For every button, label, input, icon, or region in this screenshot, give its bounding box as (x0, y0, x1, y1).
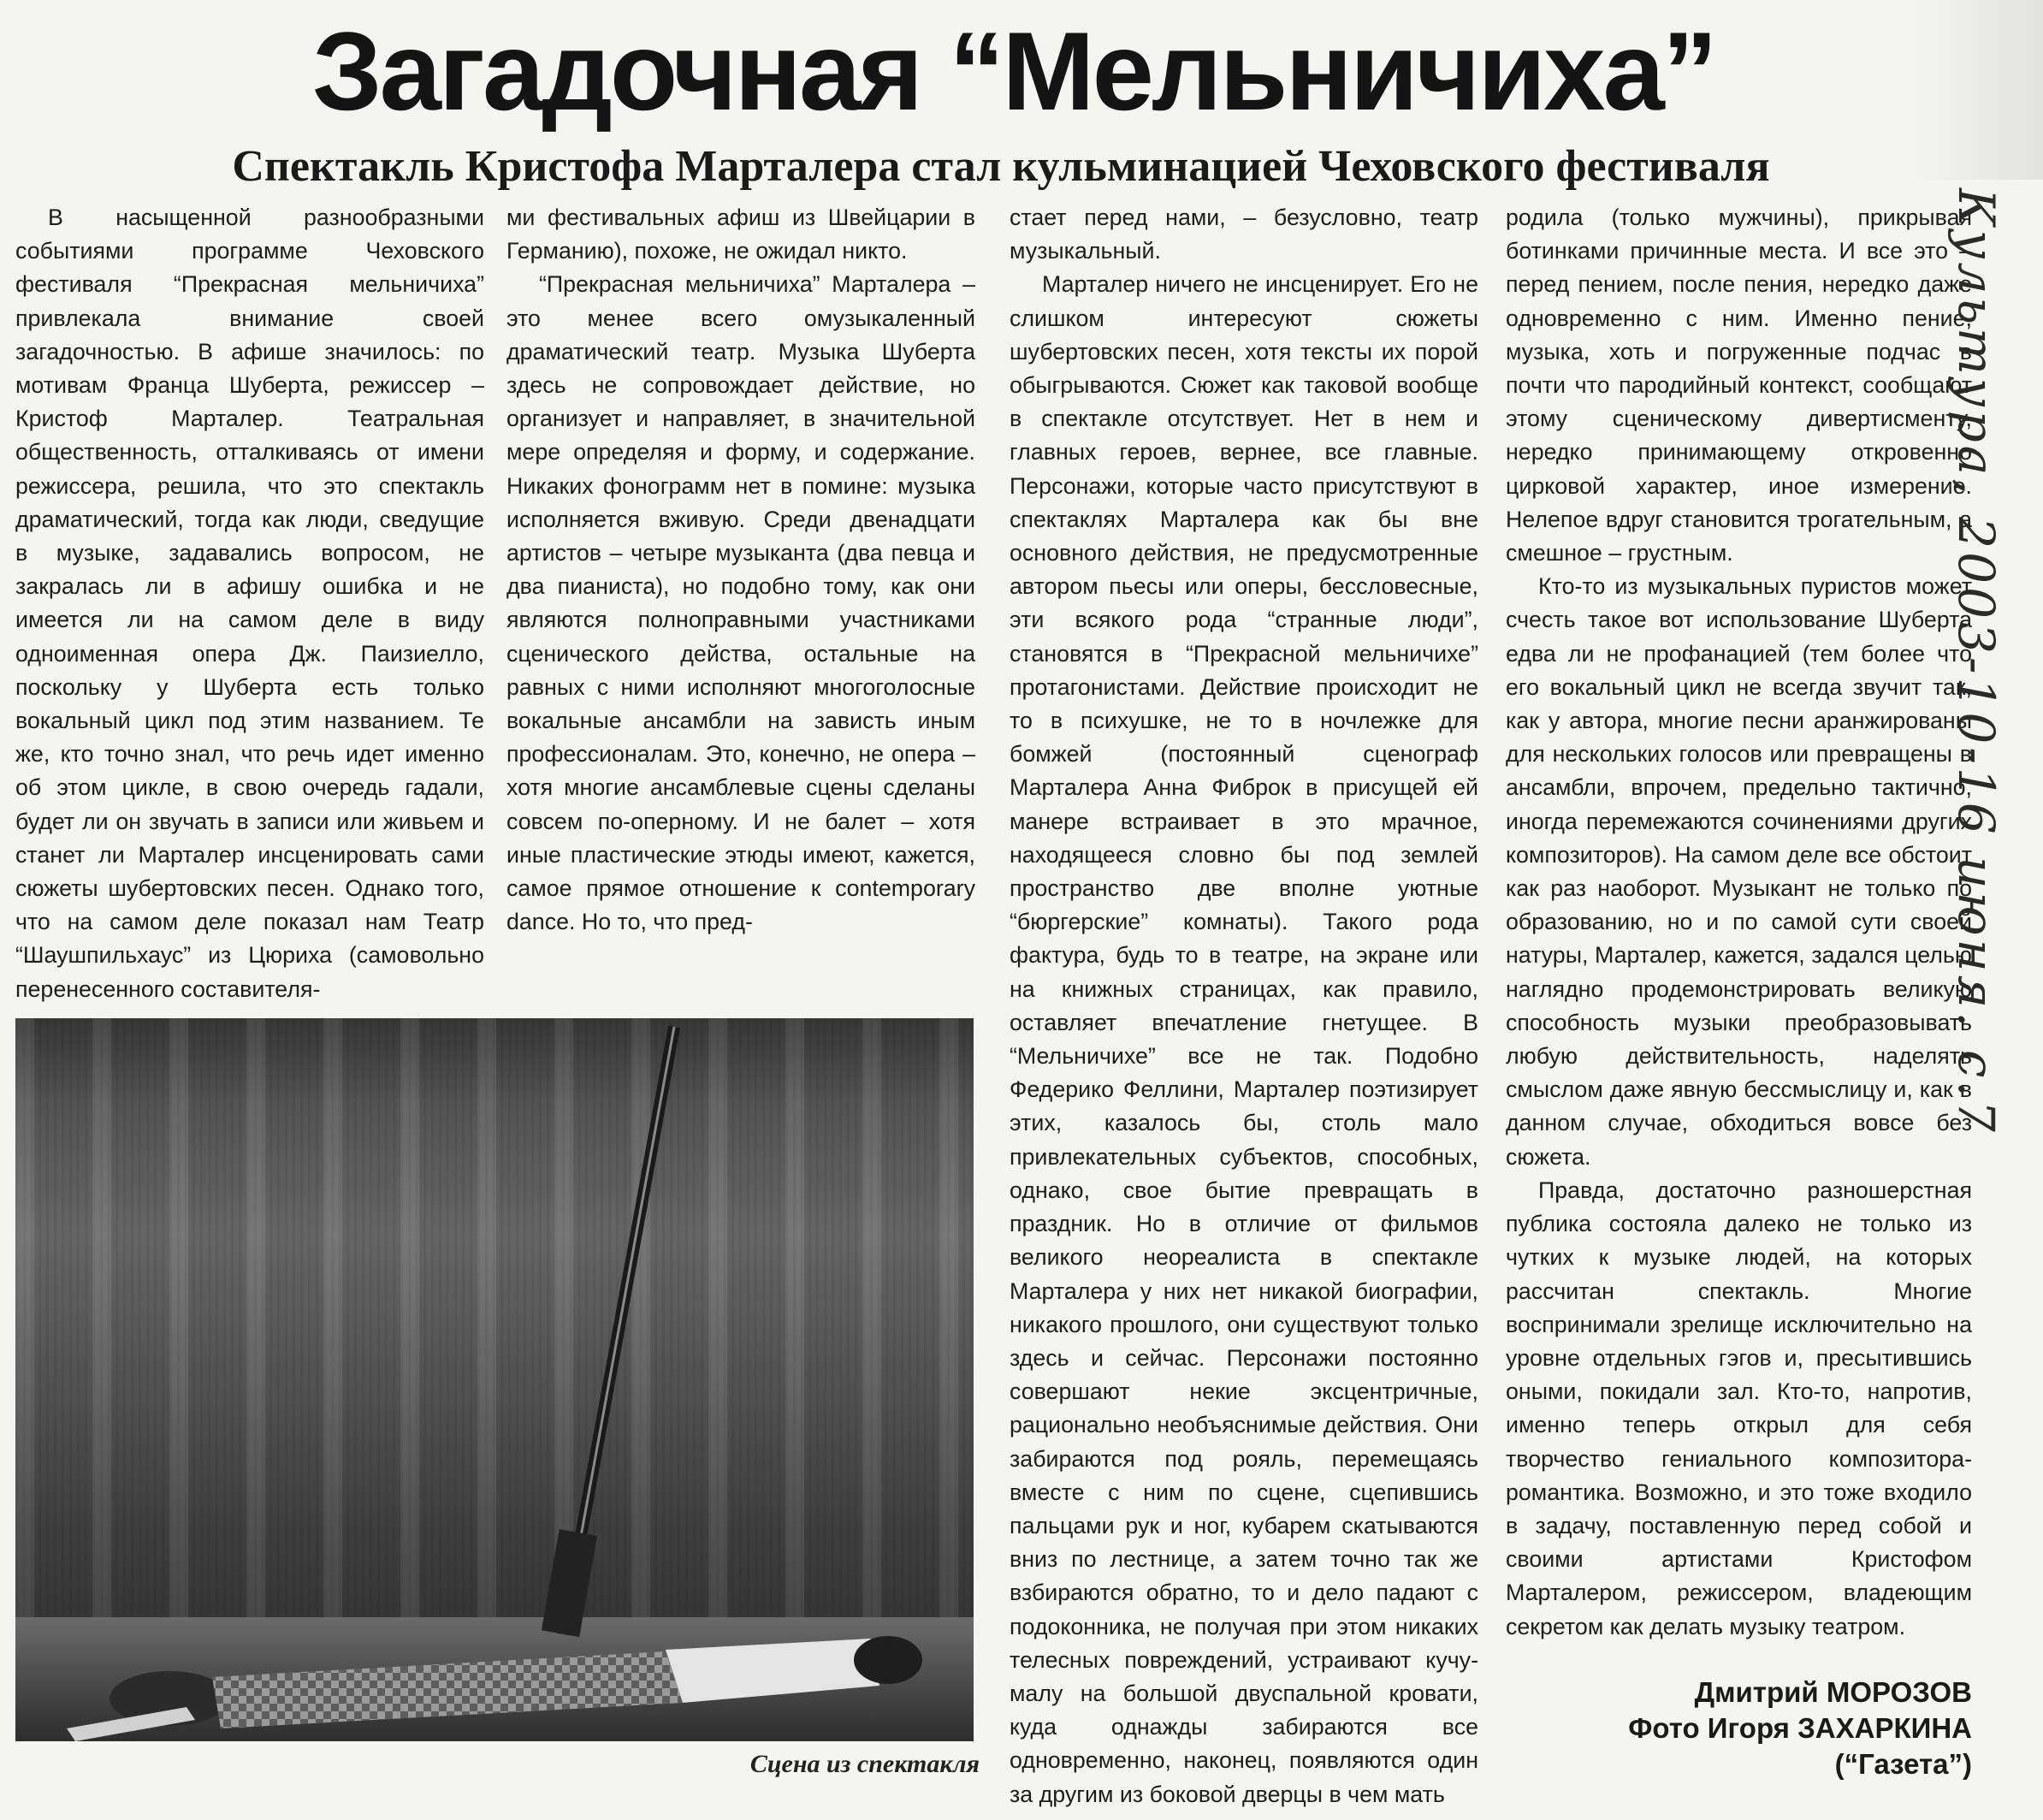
byline (1506, 1675, 1972, 1803)
paragraph: ми фестивальных афиш из Швейцарии в Германию), похоже, не ожидал никто. (506, 205, 975, 264)
paragraph: “Прекрасная мельничиха” Марталера – это менее всего омузыкаленный драматический театр. Музыка Шуберта здесь не сопровождает действие, но организует и направляет, в значительной мере определяя и форму, и содержание. Никаких фонограмм нет в помине: музыка исполняется вживую. Среди двенадцати артистов – четыре музыканта (два певца и два пианиста), но подобно тому, как они являются полноправными участниками сценического действа, остальные на равных с ними исполняют многоголосные вокальные ансамбли на зависть иным профессионалам. Это, конечно, не опера – хотя многие ансамблевые сцены сделаны совсем по-оперному. И не балет – хотя иные пластические этюды имеют, кажется, самое прямое отношение к contemporary dance. Но то, что пред- (506, 271, 975, 935)
paragraph: родила (только мужчины), прикрывая ботинками причинные места. И все это – перед пением, после пения, нередко даже одновременно с ним. Именно пение, музыка, хоть и погруженные подчас в почти что пародийный контекст, сообщают этому сценическому дивертисменту, нередко принимающему откровенно цирковой характер, иное измерение. Нелепое вдруг становится трогательным, а смешное – грустным. (1506, 205, 1972, 566)
paragraph: Марталер ничего не инсценирует. Его не слишком интересуют сюжеты шубертовских песен, хотя тексты их порой обыгрываются. Сюжет как таковой вообще в спектакле отсутствует. Нет в нем и главных героев, вернее, все главные. Персонажи, которые часто присутствуют в спектаклях Марталера как бы вне основного действия, не предусмотренные автором пьесы или оперы, бессловесные, эти всякого рода “странные люди”, становятся в “Прекрасной мельничихе” протагонистами. Действие происходит не то в психушке, не то в ночлежке для бомжей (постоянный сценограф Марталера Анна Фиброк в присущей ей манере встраивает в это мрачное, находящееся словно бы под землей пространство две вполне уютные “бюргерские” комнаты). Такого рода фактура, будь то в театре, на экране или на книжных страницах, как правило, оставляет впечатление гнетущее. В “Мельничихе” все не так. Подобно Федерико Феллини, Марталер поэтизирует этих, казалось бы, столь мало привлекательных субъектов, способных, однако, свое бытие превращать в праздник. Но в отличие от фильмов великого неореалиста в спектакле Марталера у них нет никакой биографии, никакого прошлого, они существуют только здесь и сейчас. Персонажи постоянно совершают некие эксцентричные, рационально необъяснимые действия. Они забираются под рояль, перемещаясь вместе с ним по сцене, сцепившись пальцами рук и ног, кубарем скатываются вниз по лестнице, а затем точно так же взбираются обратно, то и дело падают с подоконника, не получая при этом никаких телесных повреждений, устраивают кучу-малу на большой двуспальной кровати, куда однажды забираются все одновременно, наконец, появляются один за другим из боковой дверцы в чем мать (1010, 271, 1478, 1807)
handwritten-note-text: Культура, 2003-10-16 июня. с.7 (1947, 188, 2005, 1135)
headline: Загадочная “Мельничиха” (312, 9, 1715, 133)
subheadline: Спектакль Кристофа Марталера стал кульминацией Чеховского фестиваля (232, 142, 1770, 191)
article-column-3 (1010, 201, 1478, 1807)
photo-credit: Фото Игоря ЗАХАРКИНА (1628, 1712, 1972, 1744)
paragraph: Правда, достаточно разношерстная публика состояла далеко не только из чутких к музыке людей, на которых рассчитан спектакль. Многие воспринимали зрелище исключительно на уровне отдельных гэгов и, пресытившись оными, покидали зал. Кто-то, напротив, именно теперь открыл для себя творчество гениального композитора-романтика. Возможно, и это тоже входило в задачу, поставленную перед собой и своими артистами Кристофом Марталером, режиссером, владеющим секретом как делать музыку театром. (1506, 1177, 1972, 1639)
photo-scene-figure (15, 1018, 974, 1741)
article-column-2 (506, 201, 975, 1011)
scan-edge-shadow (1908, 0, 2043, 180)
paragraph: В насыщенной разнообразными событиями программе Чеховского фестиваля “Прекрасная мельничиха” привлекала внимание своей загадочностью. В афише значилось: по мотивам Франца Шуберта, режиссер – Кристоф Марталер. Театральная общественность, отталкиваясь от имени режиссера, решила, что это спектакль драматический, тогда как люди, сведущие в музыке, задавались вопросом, не закралась ли в афишу ошибка и не имеется ли на самом деле в виду одноименная опера Дж. Паизиелло, поскольку у Шуберта есть только вокальный цикл под этим названием. Те же, кто точно знал, что речь идет именно об этом цикле, в свою очередь гадали, будет ли он звучать в записи или живьем и станет ли Марталер инсценировать сами сюжеты шубертовских песен. Однако того, что на самом деле показал нам Театр “Шаушпильхаус” из Цюриха (самовольно перенесенного составителя- (15, 205, 484, 1002)
article-column-4 (1506, 201, 1972, 1664)
handwritten-note (1947, 188, 2036, 1694)
paragraph: стает перед нами, – безусловно, театр музыкальный. (1010, 205, 1478, 264)
stage-photo (15, 1018, 974, 1741)
photo-caption: Сцена из спектакля (749, 1750, 980, 1778)
paragraph: Кто-то из музыкальных пуристов может счесть такое вот использование Шуберта едва ли не профанацией (тем более что его вокальный цикл не всегда звучит так, как у автора, многие песни аранжированы для нескольких голосов или превращены в ансамбли, впрочем, предельно тактично, иногда перемежаются сочинениями других композиторов). На самом деле все обстоит как раз наоборот. Музыкант не только по образованию, но и по самой сути своей натуры, Марталер, кажется, задался целью наглядно продемонстрировать великую способность музыки преобразовывать любую действительность, наделять смыслом даже явную бессмыслицу и, как в данном случае, обходиться вовсе без сюжета. (1506, 573, 1972, 1170)
article-column-1 (15, 201, 484, 1011)
source-newspaper: (“Газета”) (1834, 1748, 1972, 1780)
author-name: Дмитрий МОРОЗОВ (1694, 1676, 1972, 1708)
